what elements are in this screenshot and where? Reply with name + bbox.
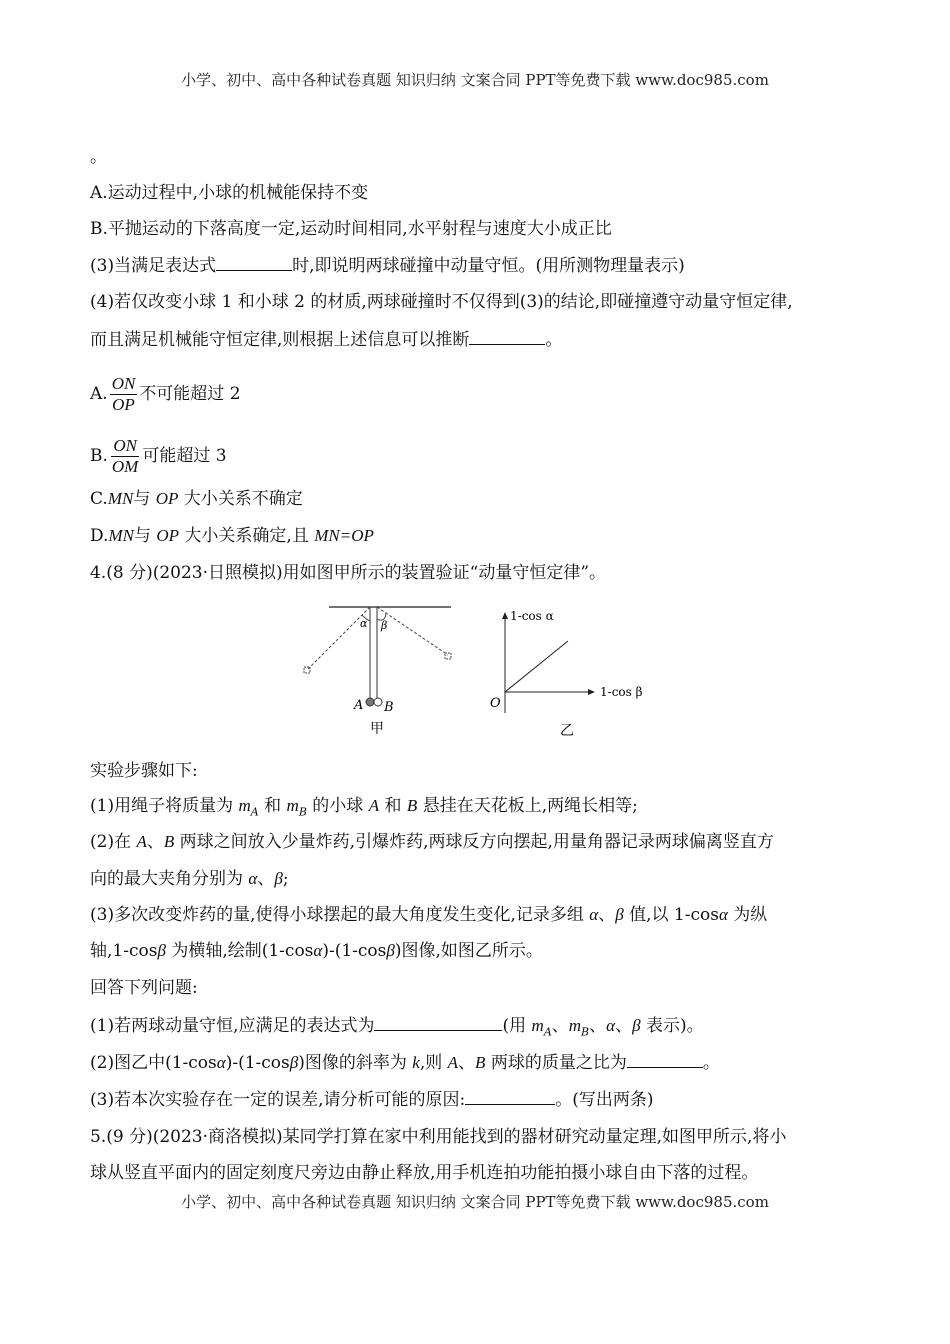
text-segment: 。	[545, 330, 563, 350]
text-line	[90, 436, 227, 477]
math-symbol: B	[475, 1053, 486, 1072]
text-segment: (1)用绳子将质量为	[90, 796, 239, 816]
text-line	[90, 760, 198, 782]
text-segment: 实验步骤如下:	[90, 761, 198, 781]
text-segment: (3)若本次实验存在一定的误差,请分析可能的原因:	[90, 1090, 466, 1110]
math-symbol: α	[718, 905, 728, 924]
math-symbol: m	[238, 796, 251, 815]
math-symbol: MN	[108, 526, 134, 545]
text-segment: )-(1-cos	[225, 1053, 290, 1073]
text-line	[90, 146, 107, 168]
text-segment: 4.(8 分)(2023·日照模拟)用如图甲所示的装置验证“动量守恒定律”。	[90, 563, 607, 583]
figure-yi	[490, 609, 643, 739]
text-segment: 5.(9 分)(2023·商洛模拟)某同学打算在家中利用能找到的器材研究动量定理,如图甲所示,将小	[90, 1127, 787, 1147]
text-segment: 为横轴,绘制(1-cos	[165, 941, 314, 961]
text-segment: 表示)。	[640, 1016, 704, 1036]
fraction	[110, 436, 140, 477]
text-line	[90, 291, 793, 313]
text-segment: 不可能超过 2	[139, 384, 241, 404]
answer-blank[interactable]	[469, 328, 545, 345]
text-segment: (2)在	[90, 832, 137, 852]
subscript: A	[250, 805, 259, 819]
math-symbol: β	[632, 1016, 641, 1035]
text-segment: 与	[133, 489, 156, 509]
text-segment: 、	[458, 1053, 476, 1073]
answer-blank[interactable]	[374, 1014, 502, 1031]
denominator: OM	[111, 457, 139, 476]
text-segment: 、	[589, 1016, 607, 1036]
text-segment: (3)当满足表达式	[90, 256, 217, 276]
text-line	[90, 182, 368, 204]
ball-a	[366, 698, 374, 706]
alpha-label: α	[360, 617, 368, 630]
text-line	[90, 1162, 758, 1184]
beta-label: β	[381, 619, 388, 632]
text-segment: (1)若两球动量守恒,应满足的表达式为	[90, 1016, 375, 1036]
text-segment: 轴,1-cos	[90, 941, 158, 961]
text-line	[90, 328, 562, 351]
math-symbol: α	[589, 905, 599, 924]
answer-blank[interactable]	[465, 1088, 555, 1105]
text-segment: 时,即说明两球碰撞中动量守恒。(用所测物理量表示)	[292, 256, 685, 276]
caption-yi: 乙	[560, 723, 574, 739]
numerator: ON	[111, 374, 136, 393]
text-line	[90, 1126, 786, 1148]
text-line	[90, 525, 374, 547]
math-symbol: α	[216, 1053, 226, 1072]
math-symbol: A	[136, 832, 147, 851]
text-segment: 回答下列问题:	[90, 978, 198, 998]
text-segment: )图像的斜率为	[298, 1053, 413, 1073]
text-segment: 向的最大夹角分别为	[90, 869, 249, 889]
text-segment: (用	[502, 1016, 532, 1036]
text-segment: 与	[133, 526, 157, 546]
math-symbol: OP	[155, 489, 179, 508]
subscript: B	[298, 805, 307, 819]
text-line	[90, 940, 543, 962]
math-symbol: OP	[156, 526, 180, 545]
text-segment: 为纵	[727, 905, 768, 925]
text-segment: (2)图乙中(1-cos	[90, 1053, 217, 1073]
text-line	[90, 868, 289, 890]
graph-line	[505, 641, 568, 692]
text-segment: C.	[90, 489, 108, 509]
text-segment: B.平抛运动的下落高度一定,运动时间相同,水平射程与速度大小成正比	[90, 219, 612, 239]
text-line	[90, 795, 638, 823]
text-segment: (3)多次改变炸药的量,使得小球摆起的最大角度发生变化,记录多组	[90, 905, 590, 925]
experiment-figure	[290, 595, 650, 745]
math-symbol: m	[568, 1016, 582, 1035]
text-segment: 、	[146, 832, 164, 852]
text-line	[90, 254, 685, 277]
text-segment: 。	[702, 1053, 720, 1073]
text-segment: 两球之间放入少量炸药,引爆炸药,两球反方向摆起,用量角器记录两球偏离竖直方	[174, 832, 774, 852]
text-line	[90, 1014, 704, 1043]
text-line	[90, 977, 198, 999]
text-segment: 。	[90, 147, 107, 167]
denominator: OP	[112, 395, 135, 414]
text-segment: 、	[598, 905, 616, 925]
text-segment: A.运动过程中,小球的机械能保持不变	[90, 183, 369, 203]
text-line	[90, 374, 241, 415]
text-segment: 球从竖直平面内的固定刻度尺旁边由静止释放,用手机连拍功能拍摄小球自由下落的过程。	[90, 1163, 759, 1183]
math-symbol: β	[274, 869, 283, 888]
math-symbol: α	[248, 869, 258, 888]
text-segment: 和	[379, 796, 407, 816]
origin-label: O	[490, 696, 501, 711]
caption-jia: 甲	[370, 721, 384, 737]
text-line	[90, 488, 303, 510]
text-segment: 悬挂在天花板上,两绳长相等;	[417, 796, 638, 816]
math-symbol: A	[368, 796, 380, 815]
text-line	[90, 1051, 720, 1074]
text-segment: )-(1-cos	[322, 941, 387, 961]
answer-blank[interactable]	[216, 254, 292, 271]
text-segment: 、	[551, 1016, 569, 1036]
math-symbol: B	[163, 832, 175, 851]
text-segment: (4)若仅改变小球 1 和小球 2 的材质,两球碰撞时不仅得到(3)的结论,即碰撞遵守动量守恒定律,	[90, 292, 793, 312]
text-segment: 、	[615, 1016, 633, 1036]
subscript: B	[581, 1025, 590, 1039]
text-segment: A.	[90, 384, 108, 404]
x-axis-label: 1-cos β	[600, 685, 643, 699]
math-symbol: B	[406, 796, 418, 815]
answer-blank[interactable]	[627, 1051, 703, 1068]
math-symbol: α	[313, 941, 323, 960]
b-label: B	[384, 700, 394, 715]
text-segment: 可能超过 3	[142, 446, 227, 466]
page-header: 小学、初中、高中各种试卷真题 知识归纳 文案合同 PPT等免费下载 www.doc985.com	[181, 71, 769, 89]
math-symbol: m	[531, 1016, 544, 1035]
text-segment: ,则	[419, 1053, 448, 1073]
text-line	[90, 1088, 653, 1111]
text-line	[90, 218, 612, 240]
math-symbol: β	[386, 941, 395, 960]
text-segment: 大小关系不确定	[178, 489, 303, 509]
text-segment: )图像,如图乙所示。	[394, 941, 543, 961]
text-line	[90, 562, 606, 584]
text-segment: 大小关系确定,且	[179, 526, 315, 546]
text-segment: 、	[257, 869, 275, 889]
numerator: ON	[113, 436, 137, 455]
text-segment: B.	[90, 446, 108, 466]
text-segment: 的小球	[306, 796, 369, 816]
y-axis-label: 1-cos α	[510, 609, 554, 623]
a-label: A	[354, 698, 364, 713]
text-line	[90, 904, 767, 926]
math-symbol: A	[447, 1053, 459, 1072]
fraction	[110, 374, 138, 415]
math-symbol: β	[615, 905, 624, 924]
text-segment: 两球的质量之比为	[485, 1053, 627, 1073]
math-symbol: α	[606, 1016, 616, 1035]
text-segment: 。(写出两条)	[555, 1090, 654, 1110]
text-line	[90, 831, 774, 853]
figure-jia	[304, 607, 451, 737]
math-symbol: β	[289, 1053, 299, 1072]
page-footer: 小学、初中、高中各种试卷真题 知识归纳 文案合同 PPT等免费下载 www.doc985.com	[181, 1193, 769, 1211]
text-segment: ;	[282, 869, 289, 889]
ball-b	[374, 698, 382, 706]
text-segment: D.	[90, 526, 109, 546]
math-symbol: MN	[107, 489, 134, 508]
text-segment: 值,以 1-cos	[623, 905, 719, 925]
math-symbol: β	[157, 941, 166, 960]
math-symbol: k	[412, 1053, 420, 1072]
text-segment: 和	[258, 796, 287, 816]
subscript: A	[543, 1025, 552, 1039]
text-segment: 而且满足机械能守恒定律,则根据上述信息可以推断	[90, 330, 470, 350]
math-symbol: MN=OP	[314, 526, 374, 545]
math-symbol: m	[286, 796, 299, 815]
